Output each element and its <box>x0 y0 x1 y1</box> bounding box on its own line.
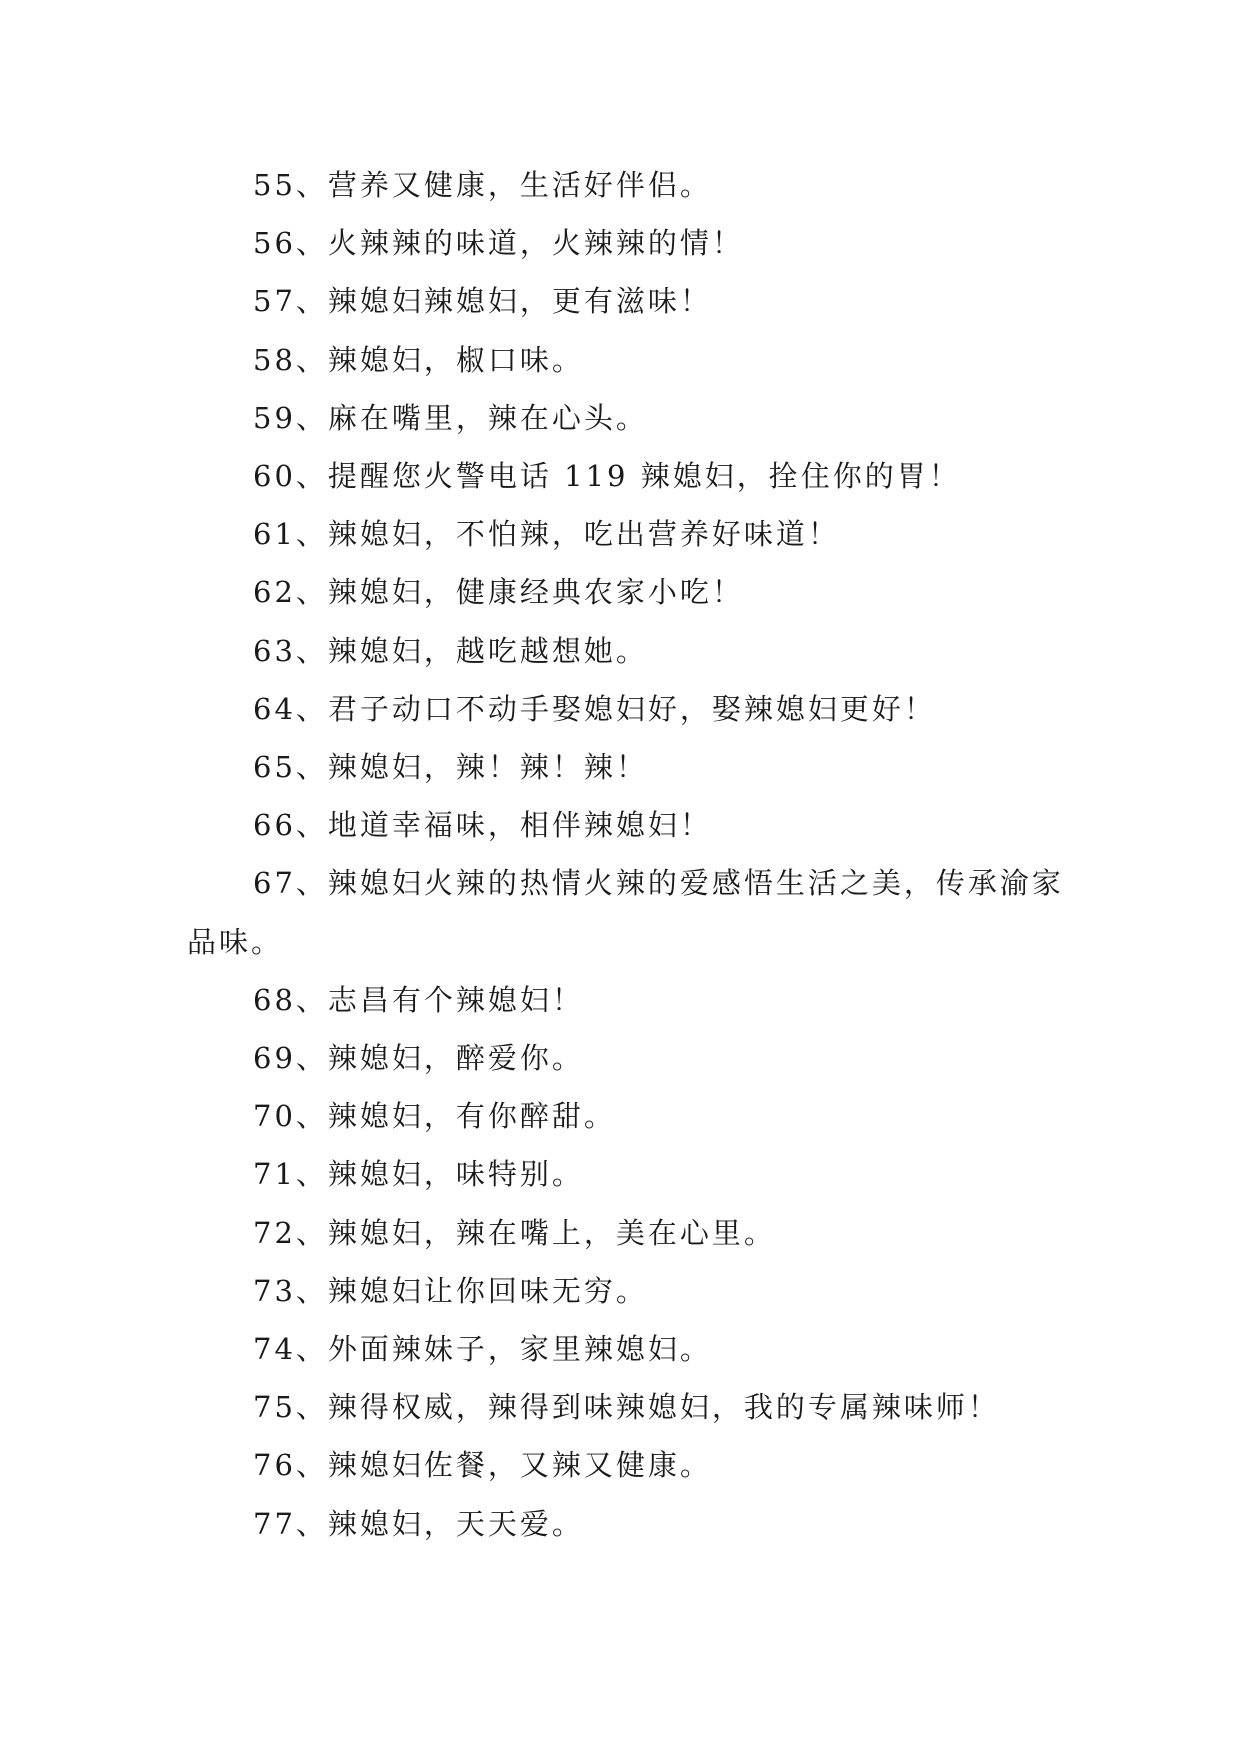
slogan-list <box>187 156 1067 1553</box>
list-item: 74、外面辣妹子，家里辣媳妇。 <box>253 1332 712 1367</box>
list-item: 68、志昌有个辣媳妇！ <box>253 982 584 1017</box>
list-item: 75、辣得权威，辣得到味辣媳妇，我的专属辣味师！ <box>253 1390 1000 1425</box>
list-item: 57、辣媳妇辣媳妇，更有滋味！ <box>253 284 712 319</box>
list-item: 64、君子动口不动手娶媳妇好，娶辣媳妇更好！ <box>253 691 936 726</box>
list-item: 62、辣媳妇，健康经典农家小吃！ <box>253 575 744 610</box>
list-item: 60、提醒您火警电话 119 辣媳妇，拴住你的胃！ <box>253 459 961 494</box>
list-item: 72、辣媳妇，辣在嘴上，美在心里。 <box>253 1215 776 1250</box>
list-item: 70、辣媳妇，有你醉甜。 <box>253 1099 616 1134</box>
list-item: 63、辣媳妇，越吃越想她。 <box>253 633 648 668</box>
list-item: 65、辣媳妇，辣！辣！辣！ <box>253 750 648 785</box>
list-item: 77、辣媳妇，天天爱。 <box>253 1506 584 1541</box>
list-item: 56、火辣辣的味道，火辣辣的情！ <box>253 226 744 261</box>
list-item: 59、麻在嘴里，辣在心头。 <box>253 400 648 435</box>
list-item: 61、辣媳妇，不怕辣，吃出营养好味道！ <box>253 517 840 552</box>
list-item: 66、地道幸福味，相伴辣媳妇！ <box>253 808 712 843</box>
list-item: 76、辣媳妇佐餐，又辣又健康。 <box>253 1448 712 1483</box>
list-item: 67、辣媳妇火辣的热情火辣的爱感悟生活之美，传承渝家品味。 <box>187 866 1064 959</box>
list-item: 73、辣媳妇让你回味无穷。 <box>253 1273 648 1308</box>
list-item: 71、辣媳妇，味特别。 <box>253 1157 584 1192</box>
list-item: 69、辣媳妇，醉爱你。 <box>253 1041 584 1076</box>
list-item: 58、辣媳妇，椒口味。 <box>253 342 584 377</box>
list-item: 55、营养又健康，生活好伴侣。 <box>253 168 712 202</box>
